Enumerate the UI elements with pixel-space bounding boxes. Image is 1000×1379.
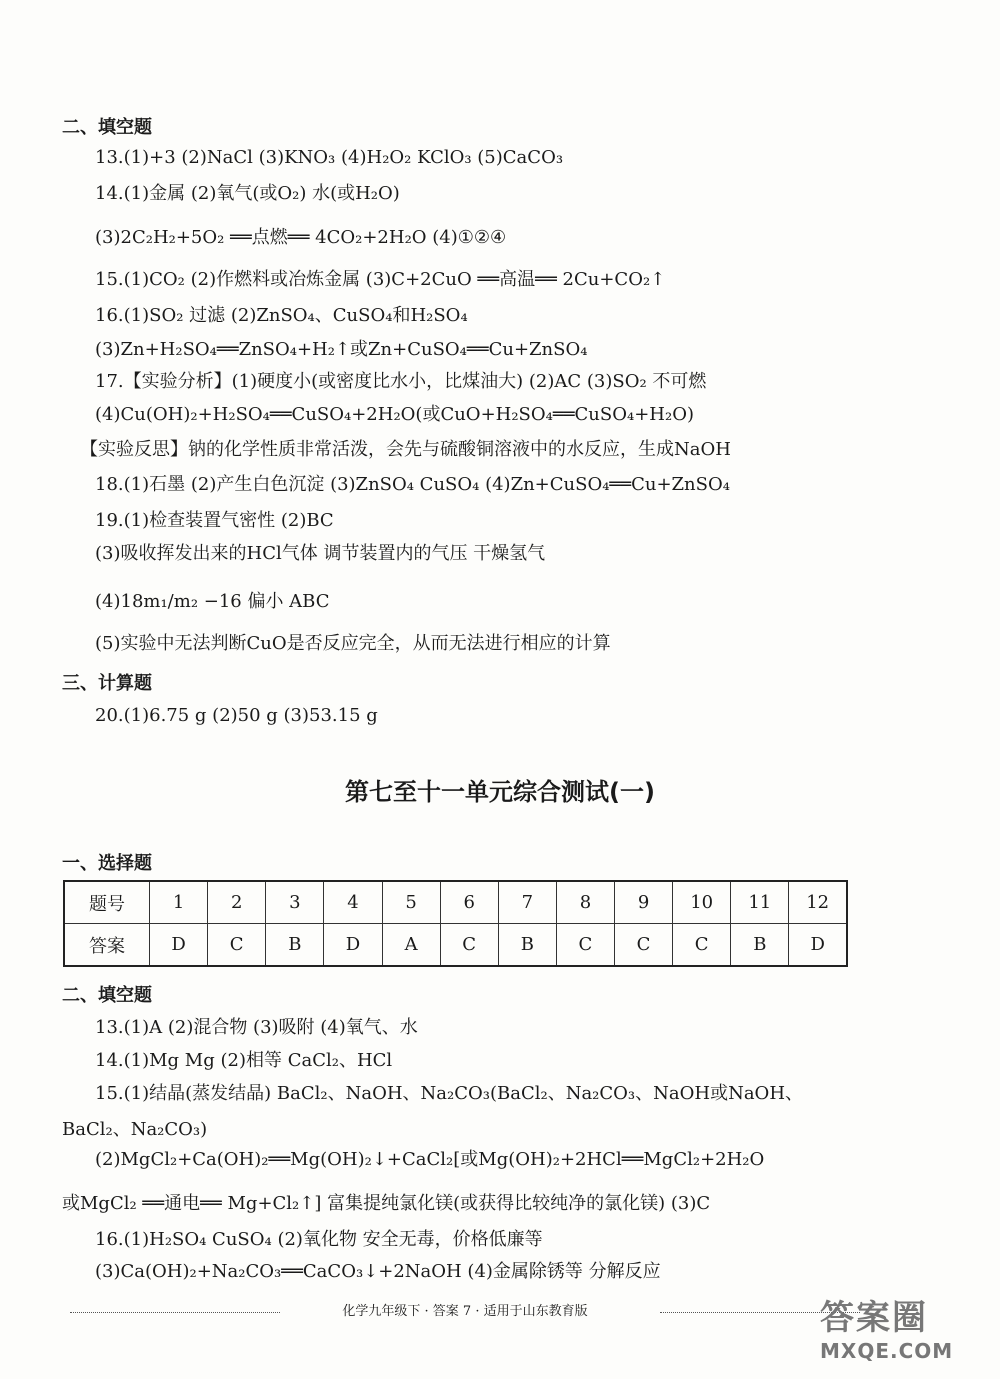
footer-divider bbox=[70, 1312, 280, 1313]
answer-line: (3)Zn+H₂SO₄══ZnSO₄+H₂↑或Zn+CuSO₄══Cu+ZnSO₄ bbox=[95, 339, 588, 360]
answer-cell: D bbox=[324, 924, 382, 967]
question-number: 4 bbox=[324, 881, 382, 924]
answer-cell: C bbox=[615, 924, 673, 967]
footer-text: 化学九年级下 · 答案 7 · 适用于山东教育版 bbox=[342, 1304, 588, 1319]
answer-line: 14.(1)金属 (2)氧气(或O₂) 水(或H₂O) bbox=[95, 183, 400, 204]
answer-line: 17.【实验分析】(1)硬度小(或密度比水小，比煤油大) (2)AC (3)SO₂ 不可燃 bbox=[95, 371, 707, 392]
answer-cell: B bbox=[731, 924, 789, 967]
watermark-title: 答案圈 bbox=[820, 1298, 928, 1338]
answer-line: 14.(1)Mg Mg (2)相等 CaCl₂、HCl bbox=[95, 1050, 393, 1071]
question-number: 9 bbox=[615, 881, 673, 924]
question-number: 12 bbox=[789, 881, 847, 924]
question-number: 7 bbox=[498, 881, 556, 924]
answer-line: 15.(1)结晶(蒸发结晶) BaCl₂、NaOH、Na₂CO₃(BaCl₂、Na₂CO₃、NaOH或NaOH、 bbox=[95, 1083, 804, 1104]
answer-line: (5)实验中无法判断CuO是否反应完全，从而无法进行相应的计算 bbox=[95, 633, 611, 654]
answer-line: 13.(1)A (2)混合物 (3)吸附 (4)氧气、水 bbox=[95, 1017, 418, 1038]
answer-cell: C bbox=[673, 924, 731, 967]
answer-table bbox=[63, 880, 848, 967]
answer-cell: A bbox=[382, 924, 440, 967]
answer-line: (3)2C₂H₂+5O₂ ══点燃══ 4CO₂+2H₂O (4)①②④ bbox=[95, 227, 507, 248]
watermark-logo bbox=[820, 1290, 980, 1370]
answer-line: 13.(1)+3 (2)NaCl (3)KNO₃ (4)H₂O₂ KClO₃ (5)CaCO₃ bbox=[95, 147, 564, 168]
answer-line: (2)MgCl₂+Ca(OH)₂══Mg(OH)₂↓+CaCl₂[或Mg(OH)₂+2HCl══MgCl₂+2H₂O bbox=[95, 1149, 765, 1170]
question-number: 8 bbox=[556, 881, 614, 924]
page-footer bbox=[70, 1300, 860, 1324]
answer-cell: C bbox=[208, 924, 266, 967]
answer-line: 16.(1)H₂SO₄ CuSO₄ (2)氧化物 安全无毒，价格低廉等 bbox=[95, 1229, 543, 1250]
watermark-url: MXQE.COM bbox=[820, 1339, 954, 1363]
answer-cell: C bbox=[556, 924, 614, 967]
section-heading-fill-blank-2: 二、填空题 bbox=[62, 985, 152, 1006]
answer-line: (4)18m₁/m₂ −16 偏小 ABC bbox=[95, 591, 330, 612]
answer-cell: B bbox=[498, 924, 556, 967]
answer-line: 【实验反思】钠的化学性质非常活泼，会先与硫酸铜溶液中的水反应，生成NaOH bbox=[80, 439, 731, 460]
answer-line: (4)Cu(OH)₂+H₂SO₄══CuSO₄+2H₂O(或CuO+H₂SO₄══CuSO₄+H₂O) bbox=[95, 404, 694, 425]
table-row bbox=[64, 881, 847, 924]
answer-line: 19.(1)检查装置气密性 (2)BC bbox=[95, 510, 334, 531]
section-heading-fill-blank: 二、填空题 bbox=[62, 117, 152, 138]
question-number: 5 bbox=[382, 881, 440, 924]
answer-cell: D bbox=[150, 924, 208, 967]
answer-cell: C bbox=[440, 924, 498, 967]
question-number: 2 bbox=[208, 881, 266, 924]
answer-line: 或MgCl₂ ══通电══ Mg+Cl₂↑] 富集提纯氯化镁(或获得比较纯净的氯化镁) (3)C bbox=[62, 1193, 711, 1214]
question-number: 10 bbox=[673, 881, 731, 924]
question-number: 3 bbox=[266, 881, 324, 924]
row-label: 答案 bbox=[64, 924, 150, 967]
answer-line: (3)吸收挥发出来的HCl气体 调节装置内的气压 干燥氢气 bbox=[95, 543, 546, 564]
answer-line: BaCl₂、Na₂CO₃) bbox=[62, 1119, 208, 1140]
answer-line: 15.(1)CO₂ (2)作燃料或冶炼金属 (3)C+2CuO ══高温══ 2Cu+CO₂↑ bbox=[95, 269, 666, 290]
answer-line: 16.(1)SO₂ 过滤 (2)ZnSO₄、CuSO₄和H₂SO₄ bbox=[95, 305, 468, 326]
row-label: 题号 bbox=[64, 881, 150, 924]
question-number: 11 bbox=[731, 881, 789, 924]
table-row bbox=[64, 924, 847, 967]
section-heading-calculation: 三、计算题 bbox=[62, 673, 152, 694]
answer-line: 18.(1)石墨 (2)产生白色沉淀 (3)ZnSO₄ CuSO₄ (4)Zn+CuSO₄══Cu+ZnSO₄ bbox=[95, 474, 730, 495]
question-number: 6 bbox=[440, 881, 498, 924]
question-number: 1 bbox=[150, 881, 208, 924]
answer-line: 20.(1)6.75 g (2)50 g (3)53.15 g bbox=[95, 705, 378, 726]
answer-line: (3)Ca(OH)₂+Na₂CO₃══CaCO₃↓+2NaOH (4)金属除锈等 分解反应 bbox=[95, 1261, 661, 1282]
section-heading-choice: 一、选择题 bbox=[62, 853, 152, 874]
unit-title: 第七至十一单元综合测试(一) bbox=[345, 778, 655, 806]
answer-cell: B bbox=[266, 924, 324, 967]
answer-cell: D bbox=[789, 924, 847, 967]
